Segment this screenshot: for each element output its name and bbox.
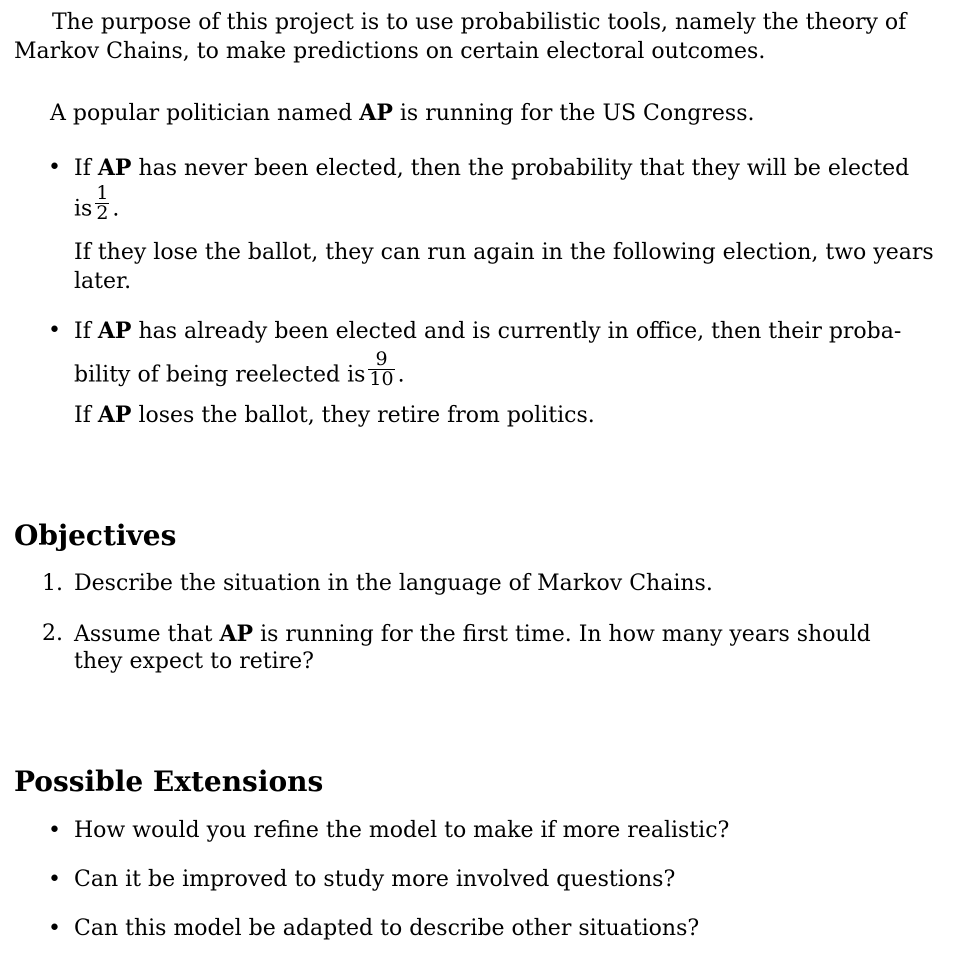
objective-2-number: 2. bbox=[42, 621, 63, 646]
objective-2-post: is running for the first time. In how many years should bbox=[253, 622, 871, 647]
rule2-line-1 bbox=[74, 317, 901, 346]
rule2-l3-pre: If bbox=[74, 403, 98, 428]
fraction-denominator: 2 bbox=[96, 202, 109, 224]
intro-line-1: The purpose of this project is to use probabilistic tools, namely the theory of bbox=[52, 10, 907, 35]
extension-item: How would you refine the model to make if more realistic? bbox=[74, 818, 730, 843]
bullet-icon: • bbox=[48, 867, 61, 892]
bullet-icon: • bbox=[48, 818, 61, 843]
objective-1-text: Describe the situation in the language of Markov Chains. bbox=[74, 571, 713, 596]
rule2-bility: bility of being reelected is bbox=[74, 362, 366, 388]
rule1-pre: If bbox=[74, 156, 98, 181]
fraction-numerator: 9 bbox=[375, 348, 388, 370]
scenario-sentence bbox=[50, 99, 755, 128]
rule2-l3-post: loses the ballot, they retire from politics. bbox=[131, 403, 595, 428]
objective-1-number: 1. bbox=[42, 571, 63, 596]
rule1-name: AP bbox=[97, 155, 132, 181]
objective-2-name: AP bbox=[219, 621, 254, 647]
rule1-is: is bbox=[74, 196, 93, 222]
extension-item: Can this model be adapted to describe other situations? bbox=[74, 916, 700, 941]
rule2-line-3 bbox=[74, 401, 595, 430]
rule2-post: has already been elected and is currently in office, then their proba- bbox=[131, 319, 902, 344]
scenario-post: is running for the US Congress. bbox=[392, 101, 755, 126]
bullet-icon: • bbox=[48, 916, 61, 941]
rule1-line-4: later. bbox=[74, 269, 132, 294]
rule2-period: . bbox=[397, 362, 405, 388]
fraction-numerator: 1 bbox=[96, 182, 109, 204]
scenario-pre: A popular politician named bbox=[50, 101, 360, 126]
rule1-line-1 bbox=[74, 154, 909, 183]
fraction-one-half bbox=[95, 184, 109, 223]
objectives-heading: Objectives bbox=[14, 519, 177, 552]
rule1-post: has never been elected, then the probability that they will be elected bbox=[131, 156, 910, 181]
bullet-icon: • bbox=[48, 318, 61, 343]
politician-name: AP bbox=[359, 100, 393, 126]
objective-2-pre: Assume that bbox=[74, 622, 220, 647]
rule1-period: . bbox=[112, 196, 120, 222]
extensions-heading: Possible Extensions bbox=[14, 765, 324, 798]
rule1-line-3: If they lose the ballot, they can run again in the following election, two years bbox=[74, 240, 934, 265]
rule1-line-2 bbox=[74, 182, 120, 229]
intro-line-2: Markov Chains, to make predictions on certain electoral outcomes. bbox=[14, 39, 766, 64]
objective-2-line-2: they expect to retire? bbox=[74, 649, 314, 674]
rule2-pre: If bbox=[74, 319, 98, 344]
rule2-line-2 bbox=[74, 348, 405, 395]
fraction-nine-tenths bbox=[368, 350, 394, 389]
rule2-l3-name: AP bbox=[97, 402, 132, 428]
rule2-name: AP bbox=[97, 318, 132, 344]
bullet-icon: • bbox=[48, 155, 61, 180]
fraction-denominator: 10 bbox=[369, 368, 394, 390]
objective-2-line-1 bbox=[74, 620, 871, 649]
extension-item: Can it be improved to study more involved questions? bbox=[74, 867, 676, 892]
